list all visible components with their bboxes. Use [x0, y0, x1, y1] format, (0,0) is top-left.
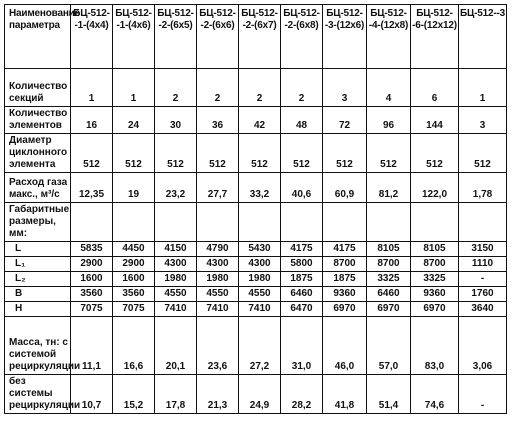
table-cell-value: 30 — [155, 107, 197, 134]
row-parameter-label: Количество секций — [5, 69, 71, 107]
table-cell-value — [323, 203, 367, 242]
table-cell-value: 3,06 — [459, 317, 507, 375]
table-cell-value: 19 — [113, 173, 155, 203]
table-cell-value: 1 — [71, 69, 113, 107]
table-cell-value: 512 — [155, 134, 197, 173]
table-cell-value — [411, 203, 459, 242]
table-cell-value: - — [459, 272, 507, 287]
table-cell-value: 4790 — [197, 242, 239, 257]
table-cell-value: 1875 — [281, 272, 323, 287]
table-cell-value: - — [459, 375, 507, 414]
table-cell-value: 72 — [323, 107, 367, 134]
table-cell-value: 11,1 — [71, 317, 113, 375]
header-model-column: БЦ-512--2-(6х8) — [281, 5, 323, 69]
table-cell-value: 6970 — [367, 302, 411, 317]
table-cell-value: 512 — [239, 134, 281, 173]
table-cell-value: 3150 — [459, 242, 507, 257]
table-cell-value: 60,9 — [323, 173, 367, 203]
table-cell-value: 1110 — [459, 257, 507, 272]
table-cell-value — [367, 203, 411, 242]
row-parameter-label: Масса, тн: с системой рециркуляции — [5, 317, 71, 375]
row-parameter-label: Диаметр циклонного элемента — [5, 134, 71, 173]
table-cell-value: 512 — [459, 134, 507, 173]
table-cell-value: 4300 — [155, 257, 197, 272]
table-cell-value: 7075 — [113, 302, 155, 317]
table-cell-value: 8700 — [323, 257, 367, 272]
table-row — [5, 242, 507, 257]
header-model-column: БЦ-512--1-(4х4) — [71, 5, 113, 69]
table-row — [5, 272, 507, 287]
table-cell-value: 21,3 — [197, 375, 239, 414]
table-cell-value: 20,1 — [155, 317, 197, 375]
table-cell-value: 9360 — [323, 287, 367, 302]
table-cell-value: 83,0 — [411, 317, 459, 375]
table-cell-value: 512 — [367, 134, 411, 173]
table-cell-value: 23,6 — [197, 317, 239, 375]
row-parameter-label: H — [5, 302, 71, 317]
table-cell-value: 4300 — [197, 257, 239, 272]
table-cell-value: 57,0 — [367, 317, 411, 375]
table-cell-value: 5430 — [239, 242, 281, 257]
table-cell-value: 41,8 — [323, 375, 367, 414]
table-cell-value — [459, 203, 507, 242]
table-cell-value: 42 — [239, 107, 281, 134]
table-cell-value: 512 — [323, 134, 367, 173]
table-cell-value: 1600 — [71, 272, 113, 287]
table-cell-value: 1980 — [239, 272, 281, 287]
table-cell-value — [71, 203, 113, 242]
table-cell-value: 512 — [281, 134, 323, 173]
table-cell-value: 8105 — [367, 242, 411, 257]
table-cell-value: 512 — [113, 134, 155, 173]
header-model-column: БЦ-512--3 — [459, 5, 507, 69]
table-row — [5, 69, 507, 107]
table-cell-value: 4300 — [239, 257, 281, 272]
row-parameter-label: B — [5, 287, 71, 302]
table-cell-value: 2 — [281, 69, 323, 107]
table-cell-value — [281, 203, 323, 242]
table-row — [5, 375, 507, 414]
table-cell-value: 17,8 — [155, 375, 197, 414]
table-cell-value: 3560 — [71, 287, 113, 302]
header-model-column: БЦ-512--4-(12х8) — [367, 5, 411, 69]
table-cell-value: 5835 — [71, 242, 113, 257]
table-row — [5, 107, 507, 134]
table-cell-value: 4150 — [155, 242, 197, 257]
header-model-column: БЦ-512--2-(6х5) — [155, 5, 197, 69]
table-cell-value: 4175 — [323, 242, 367, 257]
table-cell-value: 6970 — [323, 302, 367, 317]
header-model-column: БЦ-512--1-(4х6) — [113, 5, 155, 69]
table-cell-value: 122,0 — [411, 173, 459, 203]
table-cell-value: 1 — [459, 69, 507, 107]
table-cell-value: 6470 — [281, 302, 323, 317]
table-cell-value — [197, 203, 239, 242]
table-cell-value: 9360 — [411, 287, 459, 302]
table-row — [5, 173, 507, 203]
table-cell-value: 24,9 — [239, 375, 281, 414]
table-cell-value: 4550 — [155, 287, 197, 302]
table-cell-value: 4 — [367, 69, 411, 107]
table-row — [5, 287, 507, 302]
table-cell-value: 144 — [411, 107, 459, 134]
table-cell-value: 3560 — [113, 287, 155, 302]
row-parameter-label: Габаритные размеры, мм: — [5, 203, 71, 242]
header-parameter-name: Наименование параметра — [5, 5, 71, 69]
table-cell-value: 16,6 — [113, 317, 155, 375]
table-cell-value: 3 — [323, 69, 367, 107]
table-cell-value: 15,2 — [113, 375, 155, 414]
table-cell-value: 512 — [411, 134, 459, 173]
table-cell-value: 7410 — [239, 302, 281, 317]
table-cell-value: 8700 — [367, 257, 411, 272]
table-cell-value: 7075 — [71, 302, 113, 317]
table-row — [5, 134, 507, 173]
table-body — [5, 69, 507, 414]
table-cell-value: 2900 — [113, 257, 155, 272]
table-row — [5, 257, 507, 272]
header-model-column: БЦ-512--3-(12х6) — [323, 5, 367, 69]
table-cell-value: 8105 — [411, 242, 459, 257]
table-cell-value: 512 — [197, 134, 239, 173]
table-row — [5, 317, 507, 375]
table-cell-value: 7410 — [197, 302, 239, 317]
table-cell-value: 1980 — [155, 272, 197, 287]
table-cell-value: 3640 — [459, 302, 507, 317]
table-cell-value: 1760 — [459, 287, 507, 302]
table-cell-value: 27,2 — [239, 317, 281, 375]
table-cell-value: 1,78 — [459, 173, 507, 203]
table-cell-value: 2 — [197, 69, 239, 107]
table-cell-value: 28,2 — [281, 375, 323, 414]
row-parameter-label: Количество элементов — [5, 107, 71, 134]
table-cell-value: 1875 — [323, 272, 367, 287]
header-model-column: БЦ-512--6-(12х12) — [411, 5, 459, 69]
table-cell-value: 23,2 — [155, 173, 197, 203]
table-cell-value: 6 — [411, 69, 459, 107]
table-cell-value: 36 — [197, 107, 239, 134]
row-parameter-label: Расход газа макс., м³/с — [5, 173, 71, 203]
table-cell-value: 51,4 — [367, 375, 411, 414]
table-header-row — [5, 5, 507, 69]
specification-table-container — [4, 4, 506, 431]
table-cell-value: 6460 — [281, 287, 323, 302]
row-parameter-label: L₂ — [5, 272, 71, 287]
table-cell-value: 2 — [239, 69, 281, 107]
table-cell-value: 6970 — [411, 302, 459, 317]
table-cell-value: 24 — [113, 107, 155, 134]
table-cell-value: 8700 — [411, 257, 459, 272]
table-cell-value: 74,6 — [411, 375, 459, 414]
row-parameter-label: без системы рециркуляции — [5, 375, 71, 414]
row-parameter-label: L — [5, 242, 71, 257]
table-cell-value: 46,0 — [323, 317, 367, 375]
row-parameter-label: L₁ — [5, 257, 71, 272]
table-cell-value: 33,2 — [239, 173, 281, 203]
table-cell-value: 3325 — [367, 272, 411, 287]
cyclone-spec-table — [4, 4, 507, 414]
table-cell-value: 3 — [459, 107, 507, 134]
table-cell-value: 1980 — [197, 272, 239, 287]
table-cell-value — [113, 203, 155, 242]
header-model-column: БЦ-512--2-(6х6) — [197, 5, 239, 69]
table-cell-value: 27,7 — [197, 173, 239, 203]
table-cell-value: 4450 — [113, 242, 155, 257]
table-cell-value: 4550 — [197, 287, 239, 302]
table-row — [5, 302, 507, 317]
table-cell-value: 2900 — [71, 257, 113, 272]
table-cell-value: 5800 — [281, 257, 323, 272]
table-cell-value: 4550 — [239, 287, 281, 302]
table-cell-value: 16 — [71, 107, 113, 134]
header-model-column: БЦ-512--2-(6х7) — [239, 5, 281, 69]
table-cell-value: 48 — [281, 107, 323, 134]
table-cell-value: 6460 — [367, 287, 411, 302]
table-cell-value: 10,7 — [71, 375, 113, 414]
table-cell-value: 2 — [155, 69, 197, 107]
table-cell-value: 512 — [71, 134, 113, 173]
table-cell-value — [155, 203, 197, 242]
table-cell-value: 1600 — [113, 272, 155, 287]
table-cell-value: 4175 — [281, 242, 323, 257]
table-row — [5, 203, 507, 242]
table-cell-value: 31,0 — [281, 317, 323, 375]
table-cell-value: 96 — [367, 107, 411, 134]
table-cell-value: 40,6 — [281, 173, 323, 203]
table-cell-value: 81,2 — [367, 173, 411, 203]
table-cell-value: 7410 — [155, 302, 197, 317]
table-cell-value — [239, 203, 281, 242]
table-cell-value: 3325 — [411, 272, 459, 287]
table-cell-value: 12,35 — [71, 173, 113, 203]
table-cell-value: 1 — [113, 69, 155, 107]
